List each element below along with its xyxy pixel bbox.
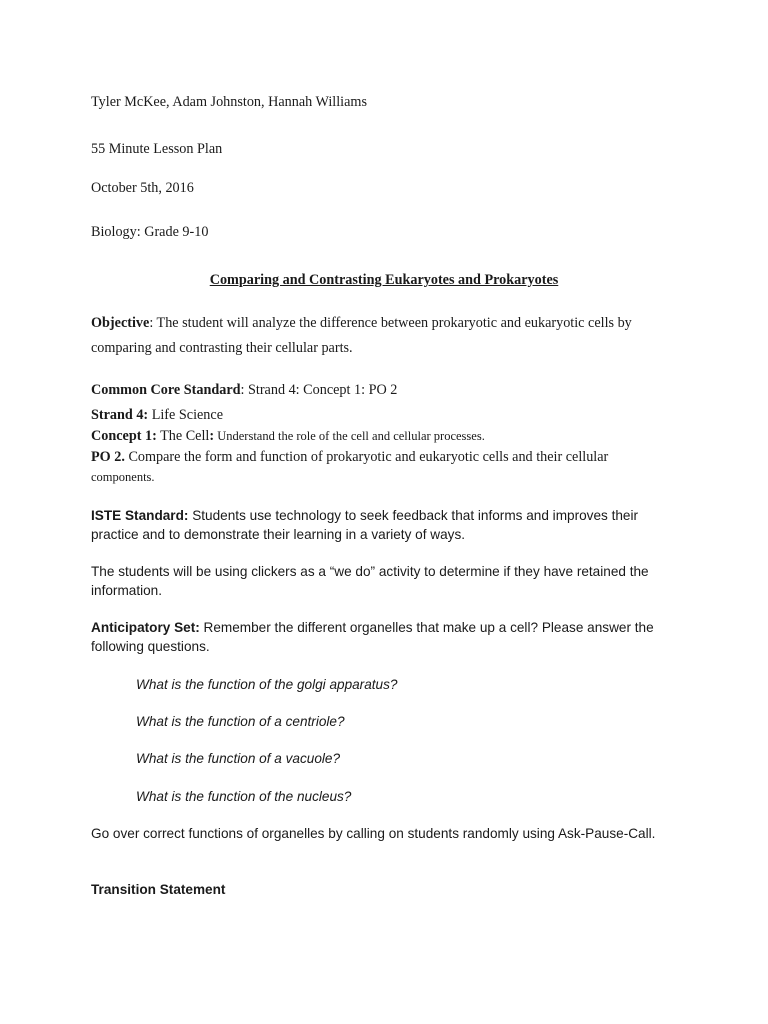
po-text-2: components. [91, 470, 155, 484]
concept-value: The Cell [156, 428, 210, 444]
subject-grade: Biology: Grade 9-10 [91, 224, 209, 240]
transition-heading: Transition Statement [91, 882, 226, 897]
iste-text-1: Students use technology to seek feedback that informs and improves their [188, 508, 639, 523]
objective-text-1: : The student will analyze the difference between prokaryotic and eukaryotic cells by [149, 315, 632, 331]
clickers-text-1: The students will be using clickers as a “we do” activity to determine if they have retained the [91, 564, 649, 579]
iste-line-1 [91, 508, 638, 523]
concept-label: Concept 1: [91, 428, 157, 444]
strand-value: Life Science [148, 407, 223, 423]
question-vacuole: What is the function of a vacuole? [136, 751, 341, 766]
objective-line-1 [91, 315, 632, 332]
clickers-text-2: information. [91, 583, 163, 598]
concept-description: Understand the role of the cell and cellular processes. [214, 429, 485, 443]
iste-label: ISTE Standard: [91, 508, 189, 523]
authors: Tyler McKee, Adam Johnston, Hannah Williams [91, 94, 367, 110]
common-core-value: : Strand 4: Concept 1: PO 2 [240, 382, 398, 398]
question-centriole: What is the function of a centriole? [136, 714, 345, 729]
question-golgi: What is the function of the golgi apparatus? [136, 677, 398, 692]
lesson-plan-type: 55 Minute Lesson Plan [91, 141, 223, 157]
strand-line [91, 407, 223, 424]
po-label: PO 2. [91, 449, 125, 465]
anticipatory-line-1 [91, 620, 654, 635]
anticipatory-text-2: following questions. [91, 639, 210, 654]
review-text: Go over correct functions of organelles by calling on students randomly using Ask-Pause-Call. [91, 826, 656, 841]
question-nucleus: What is the function of the nucleus? [136, 789, 352, 804]
concept-colon: : [209, 428, 215, 444]
objective-text-2: comparing and contrasting their cellular parts. [91, 340, 353, 356]
objective-label: Objective [91, 315, 150, 331]
document-title: Comparing and Contrasting Eukaryotes and Prokaryotes [209, 272, 559, 288]
common-core-line [91, 382, 397, 399]
iste-text-2: practice and to demonstrate their learning in a variety of ways. [91, 527, 466, 542]
anticipatory-label: Anticipatory Set: [91, 620, 200, 635]
anticipatory-text-1: Remember the different organelles that make up a cell? Please answer the [199, 620, 654, 635]
po-line-1 [91, 449, 608, 466]
common-core-label: Common Core Standard [91, 382, 241, 398]
lesson-date: October 5th, 2016 [91, 180, 194, 196]
po-text-1: Compare the form and function of prokaryotic and eukaryotic cells and their cellular [124, 449, 609, 465]
concept-line [91, 428, 485, 445]
strand-label: Strand 4: [91, 407, 149, 423]
